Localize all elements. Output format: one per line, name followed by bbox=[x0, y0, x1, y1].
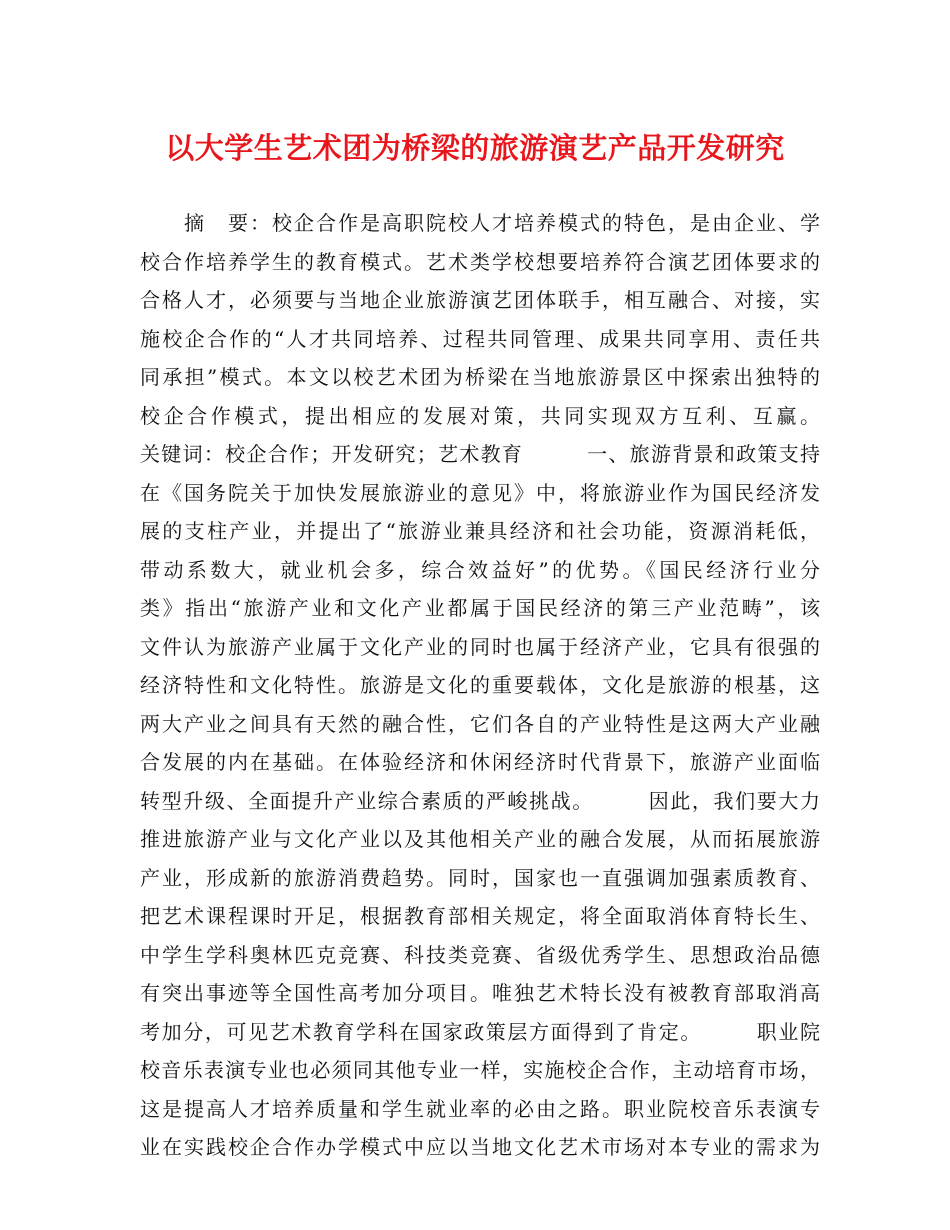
body-line: 关键词：校企合作；开发研究；艺术教育 一、旅游背景和政策支持 bbox=[140, 442, 820, 466]
body-line: 带动系数大，就业机会多，综合效益好”的优势。《国民经济行业分 bbox=[140, 557, 820, 582]
body-line: 业在实践校企合作办学模式中应以当地文化艺术市场对本专业的需求为 bbox=[140, 1135, 820, 1159]
body-line: 展的支柱产业，并提出了“旅游业兼具经济和社会功能，资源消耗低， bbox=[140, 519, 820, 543]
body-line: 经济特性和文化特性。旅游是文化的重要载体，文化是旅游的根基，这 bbox=[140, 673, 820, 697]
body-line: 推进旅游产业与文化产业以及其他相关产业的融合发展，从而拓展旅游 bbox=[140, 827, 820, 851]
body-line: 在《国务院关于加快发展旅游业的意见》中，将旅游业作为国民经济发 bbox=[140, 480, 820, 505]
body-line: 校音乐表演专业也必须同其他专业一样，实施校企合作，主动培育市场， bbox=[140, 1058, 820, 1082]
body-line: 把艺术课程课时开足，根据教育部相关规定，将全面取消体育特长生、 bbox=[140, 904, 820, 928]
body-line: 校企合作模式，提出相应的发展对策，共同实现双方互利、互赢。 bbox=[140, 403, 820, 428]
document-title: 以大学生艺术团为桥梁的旅游演艺产品开发研究 bbox=[165, 131, 785, 165]
body-line: 两大产业之间具有天然的融合性，它们各自的产业特性是这两大产业融 bbox=[140, 711, 820, 736]
body-line: 合发展的内在基础。在体验经济和休闲经济时代背景下，旅游产业面临 bbox=[140, 750, 820, 774]
body-line: 类》指出“旅游产业和文化产业都属于国民经济的第三产业范畴”，该 bbox=[140, 596, 820, 620]
body-line: 产业，形成新的旅游消费趋势。同时，国家也一直强调加强素质教育、 bbox=[140, 865, 820, 890]
body-line: 合格人才，必须要与当地企业旅游演艺团体联手，相互融合、对接，实 bbox=[140, 288, 820, 312]
body-line: 转型升级、全面提升产业综合素质的严峻挑战。 因此，我们要大力 bbox=[140, 788, 820, 813]
body-line: 有突出事迹等全国性高考加分项目。唯独艺术特长没有被教育部取消高 bbox=[140, 981, 820, 1005]
body-line: 中学生学科奥林匹克竞赛、科技类竞赛、省级优秀学生、思想政治品德 bbox=[140, 942, 820, 967]
body-line: 同承担”模式。本文以校艺术团为桥梁在当地旅游景区中探索出独特的 bbox=[140, 365, 820, 389]
document-body bbox=[140, 204, 820, 1167]
body-line: 考加分，可见艺术教育学科在国家政策层方面得到了肯定。 职业院 bbox=[140, 1019, 820, 1044]
body-line: 文件认为旅游产业属于文化产业的同时也属于经济产业，它具有很强的 bbox=[140, 634, 820, 659]
body-line: 施校企合作的“人才共同培养、过程共同管理、成果共同享用、责任共 bbox=[140, 326, 820, 351]
body-line: 摘 要：校企合作是高职院校人才培养模式的特色，是由企业、学 bbox=[140, 211, 820, 235]
body-line: 校合作培养学生的教育模式。艺术类学校想要培养符合演艺团体要求的 bbox=[140, 249, 820, 274]
body-line: 这是提高人才培养质量和学生就业率的必由之路。职业院校音乐表演专 bbox=[140, 1096, 820, 1121]
